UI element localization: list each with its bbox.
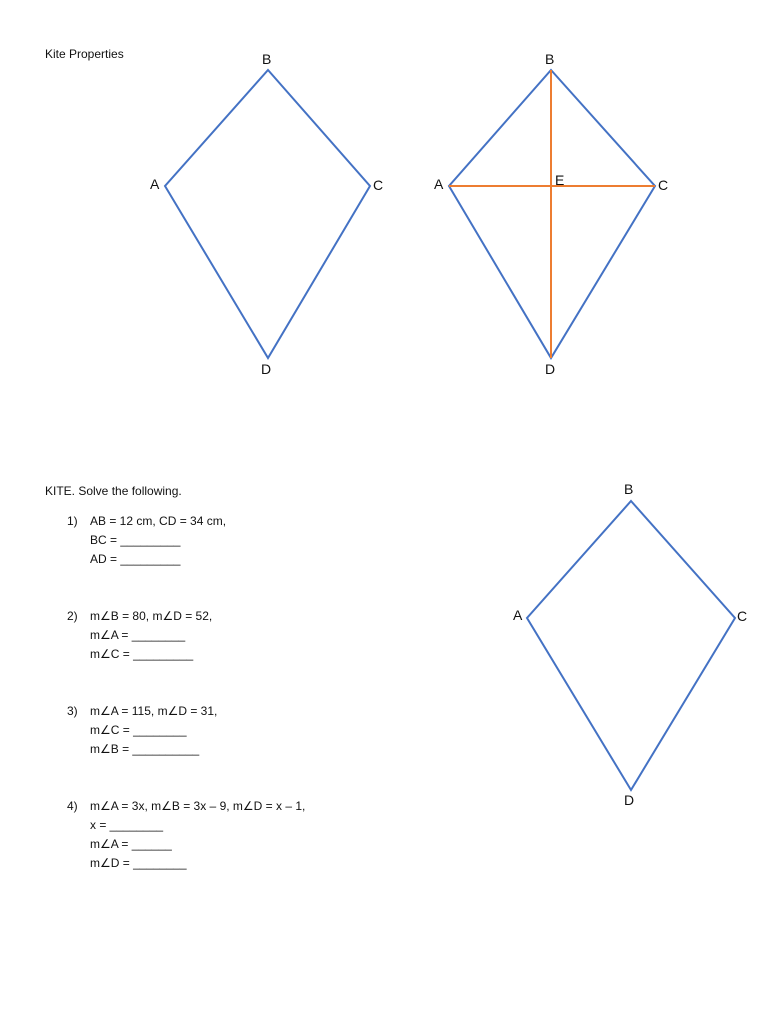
vertex-label-a: A: [434, 176, 444, 192]
problem-number: 3): [67, 704, 78, 718]
problem-3: [67, 702, 305, 759]
vertex-label-c: C: [658, 177, 669, 193]
answer-line: AD = _________: [90, 552, 181, 566]
problem-given: m∠A = 3x, m∠B = 3x – 9, m∠D = x – 1,: [90, 799, 306, 813]
vertex-label-c: C: [737, 608, 748, 624]
answer-line: m∠B = __________: [90, 742, 200, 756]
answer-line: x = ________: [90, 818, 164, 832]
kite-diagram: [150, 51, 383, 377]
kite-with-diagonals-diagram: [434, 51, 668, 377]
problem-given: AB = 12 cm, CD = 34 cm,: [90, 514, 227, 528]
answer-line: m∠D = ________: [90, 856, 187, 870]
answer-line: m∠C = _________: [90, 647, 194, 661]
vertex-label-c: C: [373, 177, 384, 193]
problem-number: 1): [67, 514, 78, 528]
problem-number: 4): [67, 799, 78, 813]
answer-line: m∠C = ________: [90, 723, 187, 737]
problem-lines: [90, 797, 305, 873]
vertex-label-d: D: [545, 361, 556, 377]
answer-line: m∠A = ______: [90, 837, 172, 851]
problem-list: [67, 512, 305, 911]
vertex-label-d: D: [624, 792, 635, 808]
problem-given: m∠A = 115, m∠D = 31,: [90, 704, 218, 718]
problem-2: [67, 607, 305, 664]
intersection-label-e: E: [555, 172, 565, 188]
problem-given: m∠B = 80, m∠D = 52,: [90, 609, 213, 623]
worksheet-title: KITE. Solve the following.: [45, 484, 182, 498]
vertex-label-a: A: [150, 176, 160, 192]
page-title: Kite Properties: [45, 47, 124, 61]
practice-kite-diagram: [513, 481, 747, 808]
answer-line: m∠A = ________: [90, 628, 186, 642]
problem-lines: [90, 702, 305, 759]
problem-1: [67, 512, 305, 569]
kite-outline: [527, 501, 735, 790]
problem-number: 2): [67, 609, 78, 623]
vertex-label-a: A: [513, 607, 523, 623]
vertex-label-b: B: [624, 481, 634, 497]
problem-4: [67, 797, 305, 873]
kite-outline: [165, 70, 370, 358]
vertex-label-d: D: [261, 361, 272, 377]
answer-line: BC = _________: [90, 533, 181, 547]
problem-lines: [90, 607, 305, 664]
vertex-label-b: B: [545, 51, 555, 67]
problem-lines: [90, 512, 305, 569]
vertex-label-b: B: [262, 51, 272, 67]
